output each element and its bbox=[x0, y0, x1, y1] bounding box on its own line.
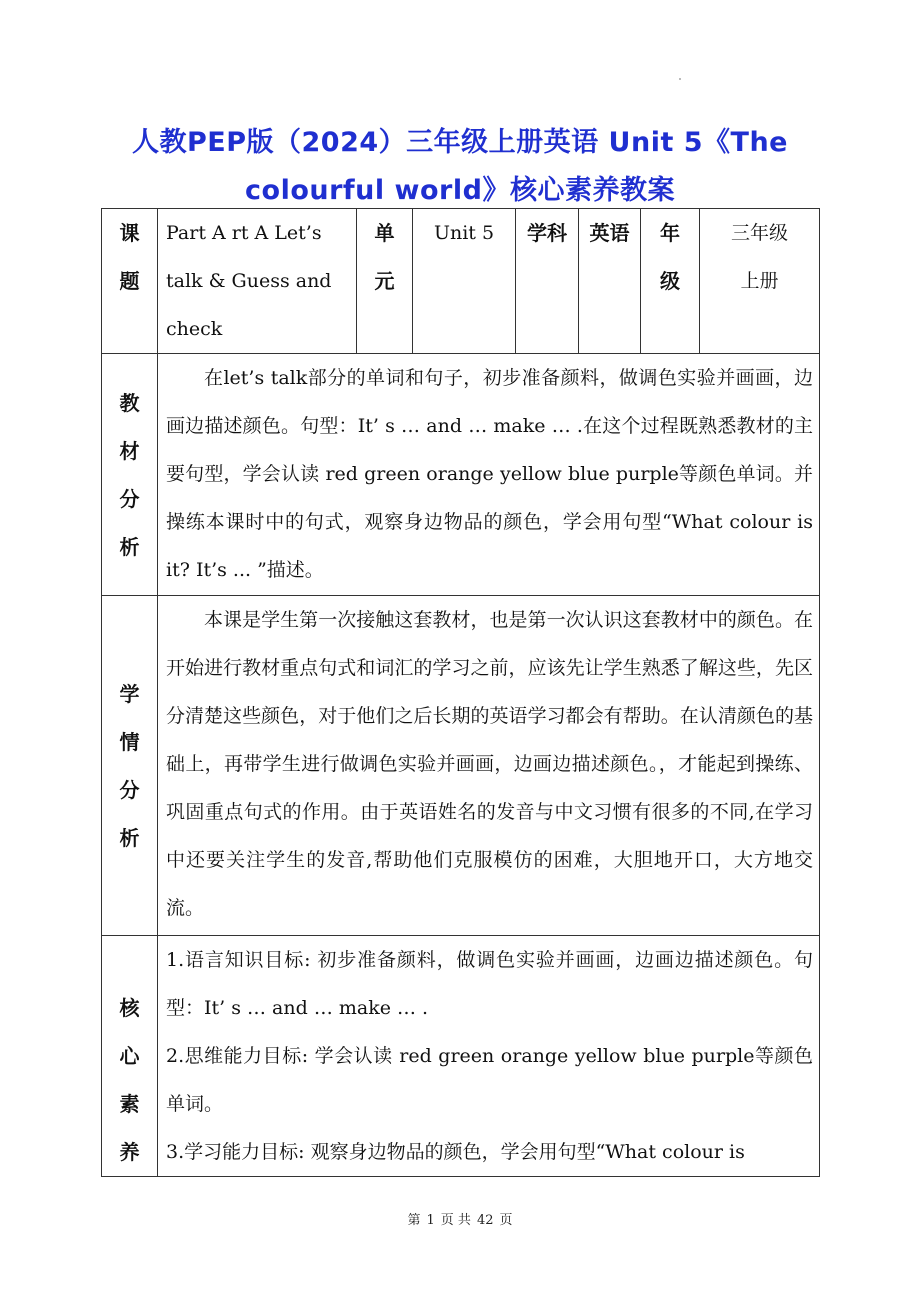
grade-label: 年 级 bbox=[641, 209, 700, 354]
document-title-line2: colourful world》核心素养教案 bbox=[245, 175, 675, 206]
core-literacy-text bbox=[158, 936, 820, 1177]
page-footer: 第 1 页 共 42 页 bbox=[407, 1213, 513, 1228]
core-literacy-label: 核 心 素 养 bbox=[102, 936, 158, 1177]
student-analysis-text: 本课是学生第一次接触这套教材，也是第一次认识这套教材中的颜色。在开始进行教材重点句式和词汇的学习之前，应该先让学生熟悉了解这些，先区分清楚这些颜色，对于他们之后长期的英语学习都会有帮助。在认清颜色的基础上，再带学生进行做调色实验并画画，边画边描述颜色。，才能起到操练、巩固重点句式的作用。由于英语姓名的发音与中文习惯有很多的不同,在学习中还要关注学生的发音,帮助他们克服模仿的困难，大胆地开口，大方地交流。 bbox=[158, 596, 820, 936]
subject-label: 学科 bbox=[516, 209, 579, 354]
grade-value: 三年级 上册 bbox=[700, 209, 820, 354]
page-total: 42 bbox=[476, 1213, 494, 1228]
student-analysis-label: 学 情 分 析 bbox=[102, 596, 158, 936]
core-item-2: 2.思维能力目标: 学会认读 red green orange yellow blue purple等颜色单词。 bbox=[166, 1045, 813, 1115]
header-row bbox=[102, 209, 820, 354]
core-literacy-row bbox=[102, 936, 820, 1177]
core-item-3: 3.学习能力目标: 观察身边物品的颜色，学会用句型“What colour is bbox=[166, 1141, 745, 1163]
corner-dot bbox=[679, 78, 681, 80]
material-analysis-row bbox=[102, 354, 820, 596]
topic-value: Part A rt A Let’s talk & Guess and check bbox=[158, 209, 357, 354]
page-number: 1 bbox=[426, 1213, 435, 1228]
unit-label: 单 元 bbox=[357, 209, 413, 354]
material-analysis-text: 在let’s talk部分的单词和句子，初步准备颜料，做调色实验并画画，边画边描述颜色。句型：It’ s … and … make … .在这个过程既熟悉教材的主要句型，学会认读 red green orange yellow blue purple等颜色单词。并操练本课时中的句式，观察身边物品的颜色，学会用句型“What colour is it? It’s ... ”描述。 bbox=[158, 354, 820, 596]
document-title-line1: 人教PEP版（2024）三年级上册英语 Unit 5《The bbox=[131, 127, 788, 158]
core-item-1: 1.语言知识目标: 初步准备颜料，做调色实验并画画，边画边描述颜色。句型：It’ s … and … make … . bbox=[166, 949, 813, 1019]
unit-value: Unit 5 bbox=[413, 209, 516, 354]
material-analysis-label: 教 材 分 析 bbox=[102, 354, 158, 596]
student-analysis-row bbox=[102, 596, 820, 936]
subject-value: 英语 bbox=[579, 209, 641, 354]
lesson-plan-table bbox=[101, 208, 820, 1177]
topic-label: 课 题 bbox=[102, 209, 158, 354]
